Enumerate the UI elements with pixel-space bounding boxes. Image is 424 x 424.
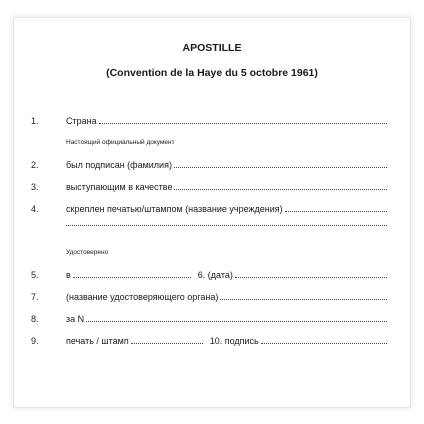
field-label-secondary: 6. (дата) (197, 270, 233, 280)
field-number: 4. (31, 204, 39, 214)
field-row-seal-continuation (14, 224, 410, 238)
field-row-capacity (14, 180, 410, 194)
fill-in-line (174, 166, 387, 168)
field-number: 3. (31, 182, 39, 192)
field-row-signed-by (14, 158, 410, 172)
field-label: (название удостоверяющего органа) (66, 292, 219, 302)
field-row-authority (14, 290, 410, 304)
field-number: 7. (31, 292, 39, 302)
field-label: печать / штамп (66, 336, 129, 346)
field-label: в (66, 270, 71, 280)
note-label: Настоящий официальный документ (66, 139, 175, 146)
field-number: 8. (31, 314, 39, 324)
fill-in-line (235, 276, 387, 278)
fill-in-line (261, 342, 387, 344)
field-row-place-date (14, 268, 410, 282)
field-number: 2. (31, 160, 39, 170)
fill-in-line (73, 276, 191, 278)
document-title: APOSTILLE (182, 42, 242, 54)
field-label: скреплен печатью/штампом (название учреждения) (66, 204, 283, 214)
note-row-document (14, 136, 410, 150)
field-row-seal (14, 202, 410, 216)
note-label: Удостоверено (66, 249, 109, 256)
field-number: 5. (31, 270, 39, 280)
field-label: Страна (66, 116, 97, 126)
fill-in-line (131, 342, 203, 344)
note-row-certified (14, 246, 410, 260)
fill-in-line (285, 210, 387, 212)
field-label-secondary: 10. подпись (209, 336, 259, 346)
fill-in-line (174, 188, 387, 190)
fill-in-line (66, 224, 387, 226)
field-number: 1. (31, 116, 39, 126)
fill-in-line (99, 122, 387, 124)
field-row-stamp-signature (14, 334, 410, 348)
field-label: был подписан (фамилия) (66, 160, 172, 170)
document-subtitle: (Convention de la Haye du 5 octobre 1961) (106, 67, 318, 79)
fill-in-line (86, 320, 387, 322)
fill-in-line (220, 298, 387, 300)
field-number: 9. (31, 336, 39, 346)
field-row-number (14, 312, 410, 326)
field-row-country (14, 114, 410, 128)
apostille-document (13, 17, 411, 408)
field-label: за N (66, 314, 85, 324)
field-label: выступающим в качестве (66, 182, 173, 192)
